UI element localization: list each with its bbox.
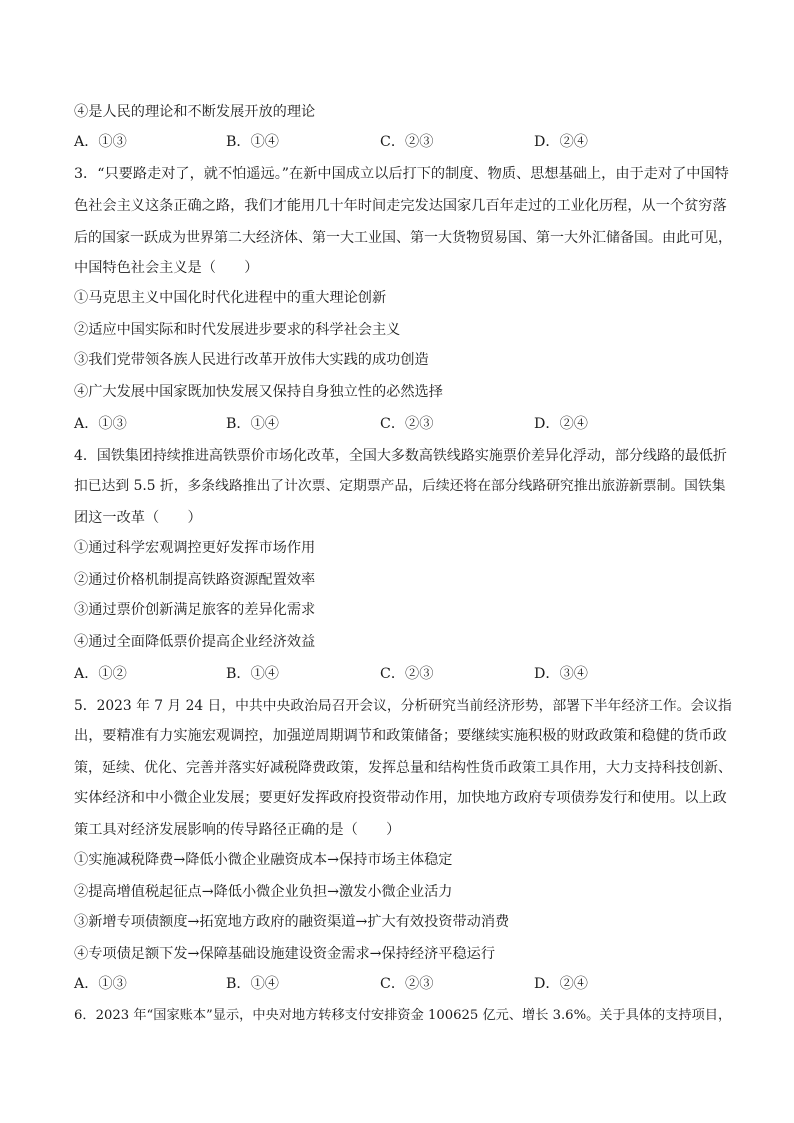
q5-stem-line: 5．2023 年 7 月 24 日，中共中央政治局召开会议，分析研究当前经济形势，部署下半年经济工作。会议指: [74, 698, 732, 714]
q5-item-3: ③新增专项债额度→拓宽地方政府的融资渠道→扩大有效投资带动消费: [74, 914, 510, 930]
q5-stem-line: 策工具对经济发展影响的传导路径正确的是（ ）: [74, 822, 401, 838]
q3-item-1: ①马克思主义中国化时代化进程中的重大理论创新: [74, 290, 387, 306]
q4-option-d: D．③④: [534, 666, 588, 682]
q6-stem-line: 6．2023 年“国家账本”显示，中央对地方转移支付安排资金 100625 亿元、增长 3.6%。关于具体的支持项目，: [74, 1008, 732, 1023]
q3-options: [74, 414, 734, 434]
q3-item-3: ③我们党带领各族人民进行改革开放伟大实践的成功创造: [74, 352, 429, 368]
q3-item-2: ②适应中国实际和时代发展进步要求的科学社会主义: [74, 322, 401, 338]
q4-options: [74, 664, 734, 684]
q5-option-d: D．②④: [534, 976, 588, 992]
q3-option-d: D．②④: [534, 416, 588, 432]
q3-stem-line: 色社会主义这条正确之路，我们才能用几十年时间走完发达国家几百年走过的工业化历程，从一个贫穷落: [74, 198, 727, 214]
q3-stem-line: 3．“只要路走对了，就不怕遥远。”在新中国成立以后打下的制度、物质、思想基础上，由于走对了中国特: [74, 166, 729, 182]
q4-option-a: A．①②: [74, 666, 127, 682]
q3-option-a: A．①③: [74, 416, 127, 432]
q5-stem-line: 出，要精准有力实施宏观调控，加强逆周期调节和政策储备；要继续实施积极的财政政策和稳健的货币政: [74, 728, 727, 744]
q2-option-b: B．①④: [226, 134, 279, 150]
q4-item-3: ③通过票价创新满足旅客的差异化需求: [74, 602, 316, 618]
q5-stem-line: 策，延续、优化、完善并落实好减税降费政策，发挥总量和结构性货币政策工具作用，大力支持科技创新、: [74, 760, 732, 776]
q2-item-4: ④是人民的理论和不断发展开放的理论: [74, 104, 316, 120]
q5-item-4: ④专项债足额下发→保障基础设施建设资金需求→保持经济平稳运行: [74, 946, 496, 962]
q2-option-c: C．②③: [380, 134, 434, 150]
q5-option-c: C．②③: [380, 976, 434, 992]
q4-item-2: ②通过价格机制提高铁路资源配置效率: [74, 572, 316, 588]
q4-option-c: C．②③: [380, 666, 434, 682]
q4-item-4: ④通过全面降低票价提高企业经济效益: [74, 634, 316, 650]
q3-option-b: B．①④: [226, 416, 279, 432]
q4-stem-line: 4．国铁集团持续推进高铁票价市场化改革，全国大多数高铁线路实施票价差异化浮动，部分线路的最低折: [74, 448, 727, 464]
q2-option-d: D．②④: [534, 134, 588, 150]
q5-option-a: A．①③: [74, 976, 127, 992]
q5-stem-line: 实体经济和中小微企业发展；要更好发挥政府投资带动作用，加快地方政府专项债券发行和使用。以上政: [74, 790, 727, 806]
q5-item-1: ①实施减税降费→降低小微企业融资成本→保持市场主体稳定: [74, 852, 453, 868]
q3-stem-line: 后的国家一跃成为世界第二大经济体、第一大工业国、第一大货物贸易国、第一大外汇储备国。由此可见，: [74, 230, 732, 246]
q2-option-a: A．①③: [74, 134, 127, 150]
q4-stem-line: 团这一改革（ ）: [74, 510, 202, 526]
q5-item-2: ②提高增值税起征点→降低小微企业负担→激发小微企业活力: [74, 884, 453, 900]
q3-stem-line: 中国特色社会主义是（ ）: [74, 260, 259, 276]
q4-stem-line: 扣已达到 5.5 折，多条线路推出了计次票、定期票产品，后续还将在部分线路研究推出旅游新票制。国铁集: [74, 478, 726, 494]
q3-option-c: C．②③: [380, 416, 434, 432]
q5-options: [74, 974, 734, 994]
q4-item-1: ①通过科学宏观调控更好发挥市场作用: [74, 540, 316, 556]
q4-option-b: B．①④: [226, 666, 279, 682]
q3-item-4: ④广大发展中国家既加快发展又保持自身独立性的必然选择: [74, 384, 443, 400]
q5-option-b: B．①④: [226, 976, 279, 992]
q2-options: [74, 132, 734, 152]
